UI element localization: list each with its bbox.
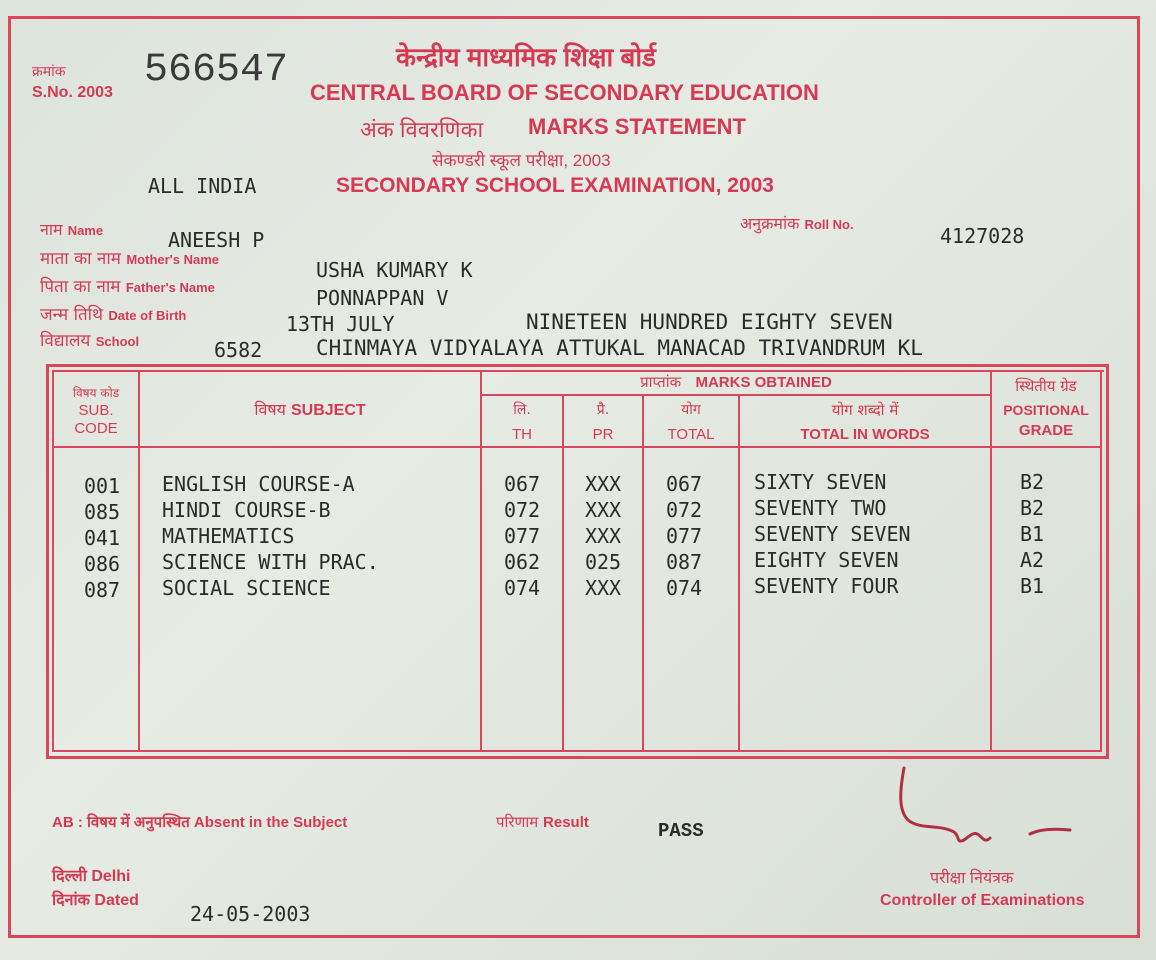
mother-label: माता का नाम Mother's Name bbox=[40, 249, 220, 269]
row-grade: B1 bbox=[1019, 574, 1045, 598]
row-words: SIXTY SEVEN bbox=[754, 470, 887, 494]
father-name: PONNAPPAN V bbox=[316, 286, 449, 310]
row-subject: ENGLISH COURSE-A bbox=[162, 472, 355, 496]
statement-title: MARKS STATEMENT bbox=[528, 114, 746, 139]
result-label: परिणाम Result bbox=[496, 813, 589, 831]
grade-header-hindi: स्थितीय ग्रेड bbox=[1015, 377, 1077, 395]
total-header-hindi: योग bbox=[681, 402, 701, 418]
controller-title: Controller of Examinations bbox=[880, 892, 1085, 909]
grade-header-2: GRADE bbox=[1018, 422, 1074, 439]
row-th: 074 bbox=[503, 576, 541, 600]
table-bottom-border bbox=[46, 756, 1109, 759]
row-words: SEVENTY TWO bbox=[754, 496, 887, 520]
row-th: 077 bbox=[503, 524, 541, 548]
school-label: विद्यालय School bbox=[40, 331, 140, 351]
board-name: CENTRAL BOARD OF SECONDARY EDUCATION bbox=[310, 80, 819, 105]
row-total: 077 bbox=[665, 524, 703, 548]
roll-label: अनुक्रमांक Roll No. bbox=[740, 214, 854, 233]
absent-note: AB : विषय में अनुपस्थित Absent in the Subject bbox=[52, 814, 348, 831]
row-grade: B1 bbox=[1019, 522, 1045, 546]
place-label: दिल्ली Delhi bbox=[52, 868, 131, 885]
total-header: TOTAL bbox=[667, 426, 715, 443]
words-header-hindi: योग शब्दो में bbox=[831, 401, 899, 419]
row-code: 086 bbox=[83, 552, 121, 576]
row-subject: MATHEMATICS bbox=[162, 524, 295, 548]
exam-scope: ALL INDIA bbox=[148, 174, 257, 198]
row-total: 067 bbox=[665, 472, 703, 496]
marks-subheader-line bbox=[480, 394, 992, 396]
issue-date: 24-05-2003 bbox=[190, 902, 311, 926]
row-words: SEVENTY SEVEN bbox=[754, 522, 911, 546]
dob-label: जन्म तिथि Date of Birth bbox=[40, 305, 187, 325]
roll-number: 4127028 bbox=[940, 224, 1025, 248]
mother-name: USHA KUMARY K bbox=[316, 258, 473, 282]
row-total: 072 bbox=[665, 498, 703, 522]
row-subject: SCIENCE WITH PRAC. bbox=[162, 550, 379, 574]
dob-words: NINETEEN HUNDRED EIGHTY SEVEN bbox=[526, 310, 893, 334]
school-code: 6582 bbox=[214, 338, 263, 362]
grade-header-1: POSITIONAL bbox=[1003, 402, 1089, 418]
subcode-header-2: CODE bbox=[74, 420, 118, 437]
row-pr: XXX bbox=[584, 472, 622, 496]
row-words: EIGHTY SEVEN bbox=[754, 548, 899, 572]
dob-day: 13TH JULY bbox=[286, 312, 395, 336]
header-separator bbox=[52, 446, 1102, 448]
table-inner-bottom bbox=[52, 750, 1102, 752]
serial-label-hindi: क्रमांक bbox=[32, 63, 66, 79]
serial-number: 566547 bbox=[144, 48, 289, 93]
row-grade: B2 bbox=[1019, 496, 1045, 520]
subject-header: विषय SUBJECT bbox=[254, 400, 366, 419]
board-name-hindi: केन्द्रीय माध्यमिक शिक्षा बोर्ड bbox=[396, 42, 656, 72]
row-grade: A2 bbox=[1019, 548, 1045, 572]
row-code: 085 bbox=[83, 500, 121, 524]
pr-header-hindi: प्रै. bbox=[596, 402, 610, 418]
row-subject: HINDI COURSE-B bbox=[162, 498, 331, 522]
row-code: 041 bbox=[83, 526, 121, 550]
father-label: पिता का नाम Father's Name bbox=[40, 277, 215, 297]
row-th: 067 bbox=[503, 472, 541, 496]
table-left-border bbox=[46, 364, 49, 758]
school-name: CHINMAYA VIDYALAYA ATTUKAL MANACAD TRIVANDRUM KL bbox=[316, 336, 923, 360]
row-total: 074 bbox=[665, 576, 703, 600]
table-right-border bbox=[1106, 364, 1109, 758]
row-th: 072 bbox=[503, 498, 541, 522]
marks-header: प्राप्तांक MARKS OBTAINED bbox=[640, 373, 832, 391]
row-pr: XXX bbox=[584, 524, 622, 548]
row-pr: XXX bbox=[584, 576, 622, 600]
subcode-header-hindi: विषय कोड bbox=[72, 386, 120, 400]
signature bbox=[890, 760, 1090, 860]
row-grade: B2 bbox=[1019, 470, 1045, 494]
name-label: नाम Name bbox=[40, 220, 104, 239]
row-subject: SOCIAL SCIENCE bbox=[162, 576, 331, 600]
row-total: 087 bbox=[665, 550, 703, 574]
th-header-hindi: लि. bbox=[513, 402, 531, 418]
row-pr: 025 bbox=[584, 550, 622, 574]
serial-label: S.No. 2003 bbox=[32, 84, 113, 101]
statement-hindi: अंक विवरणिका bbox=[360, 117, 484, 142]
exam-name: SECONDARY SCHOOL EXAMINATION, 2003 bbox=[336, 174, 774, 197]
exam-name-hindi: सेकण्डरी स्कूल परीक्षा, 2003 bbox=[432, 151, 611, 170]
col-divider-total bbox=[738, 394, 740, 752]
row-words: SEVENTY FOUR bbox=[754, 574, 899, 598]
row-pr: XXX bbox=[584, 498, 622, 522]
row-th: 062 bbox=[503, 550, 541, 574]
words-header: TOTAL IN WORDS bbox=[800, 426, 930, 443]
th-header: TH bbox=[512, 426, 532, 443]
subcode-header-1: SUB. bbox=[78, 402, 114, 419]
dated-label: दिनांक Dated bbox=[52, 892, 139, 909]
pr-header: PR bbox=[592, 426, 614, 443]
table-inner-right bbox=[1100, 370, 1102, 752]
candidate-name: ANEESH P bbox=[168, 228, 265, 252]
result-value: PASS bbox=[658, 820, 704, 842]
table-top-border bbox=[46, 364, 1108, 367]
row-code: 001 bbox=[83, 474, 121, 498]
row-code: 087 bbox=[83, 578, 121, 602]
controller-title-hindi: परीक्षा नियंत्रक bbox=[930, 870, 1014, 887]
